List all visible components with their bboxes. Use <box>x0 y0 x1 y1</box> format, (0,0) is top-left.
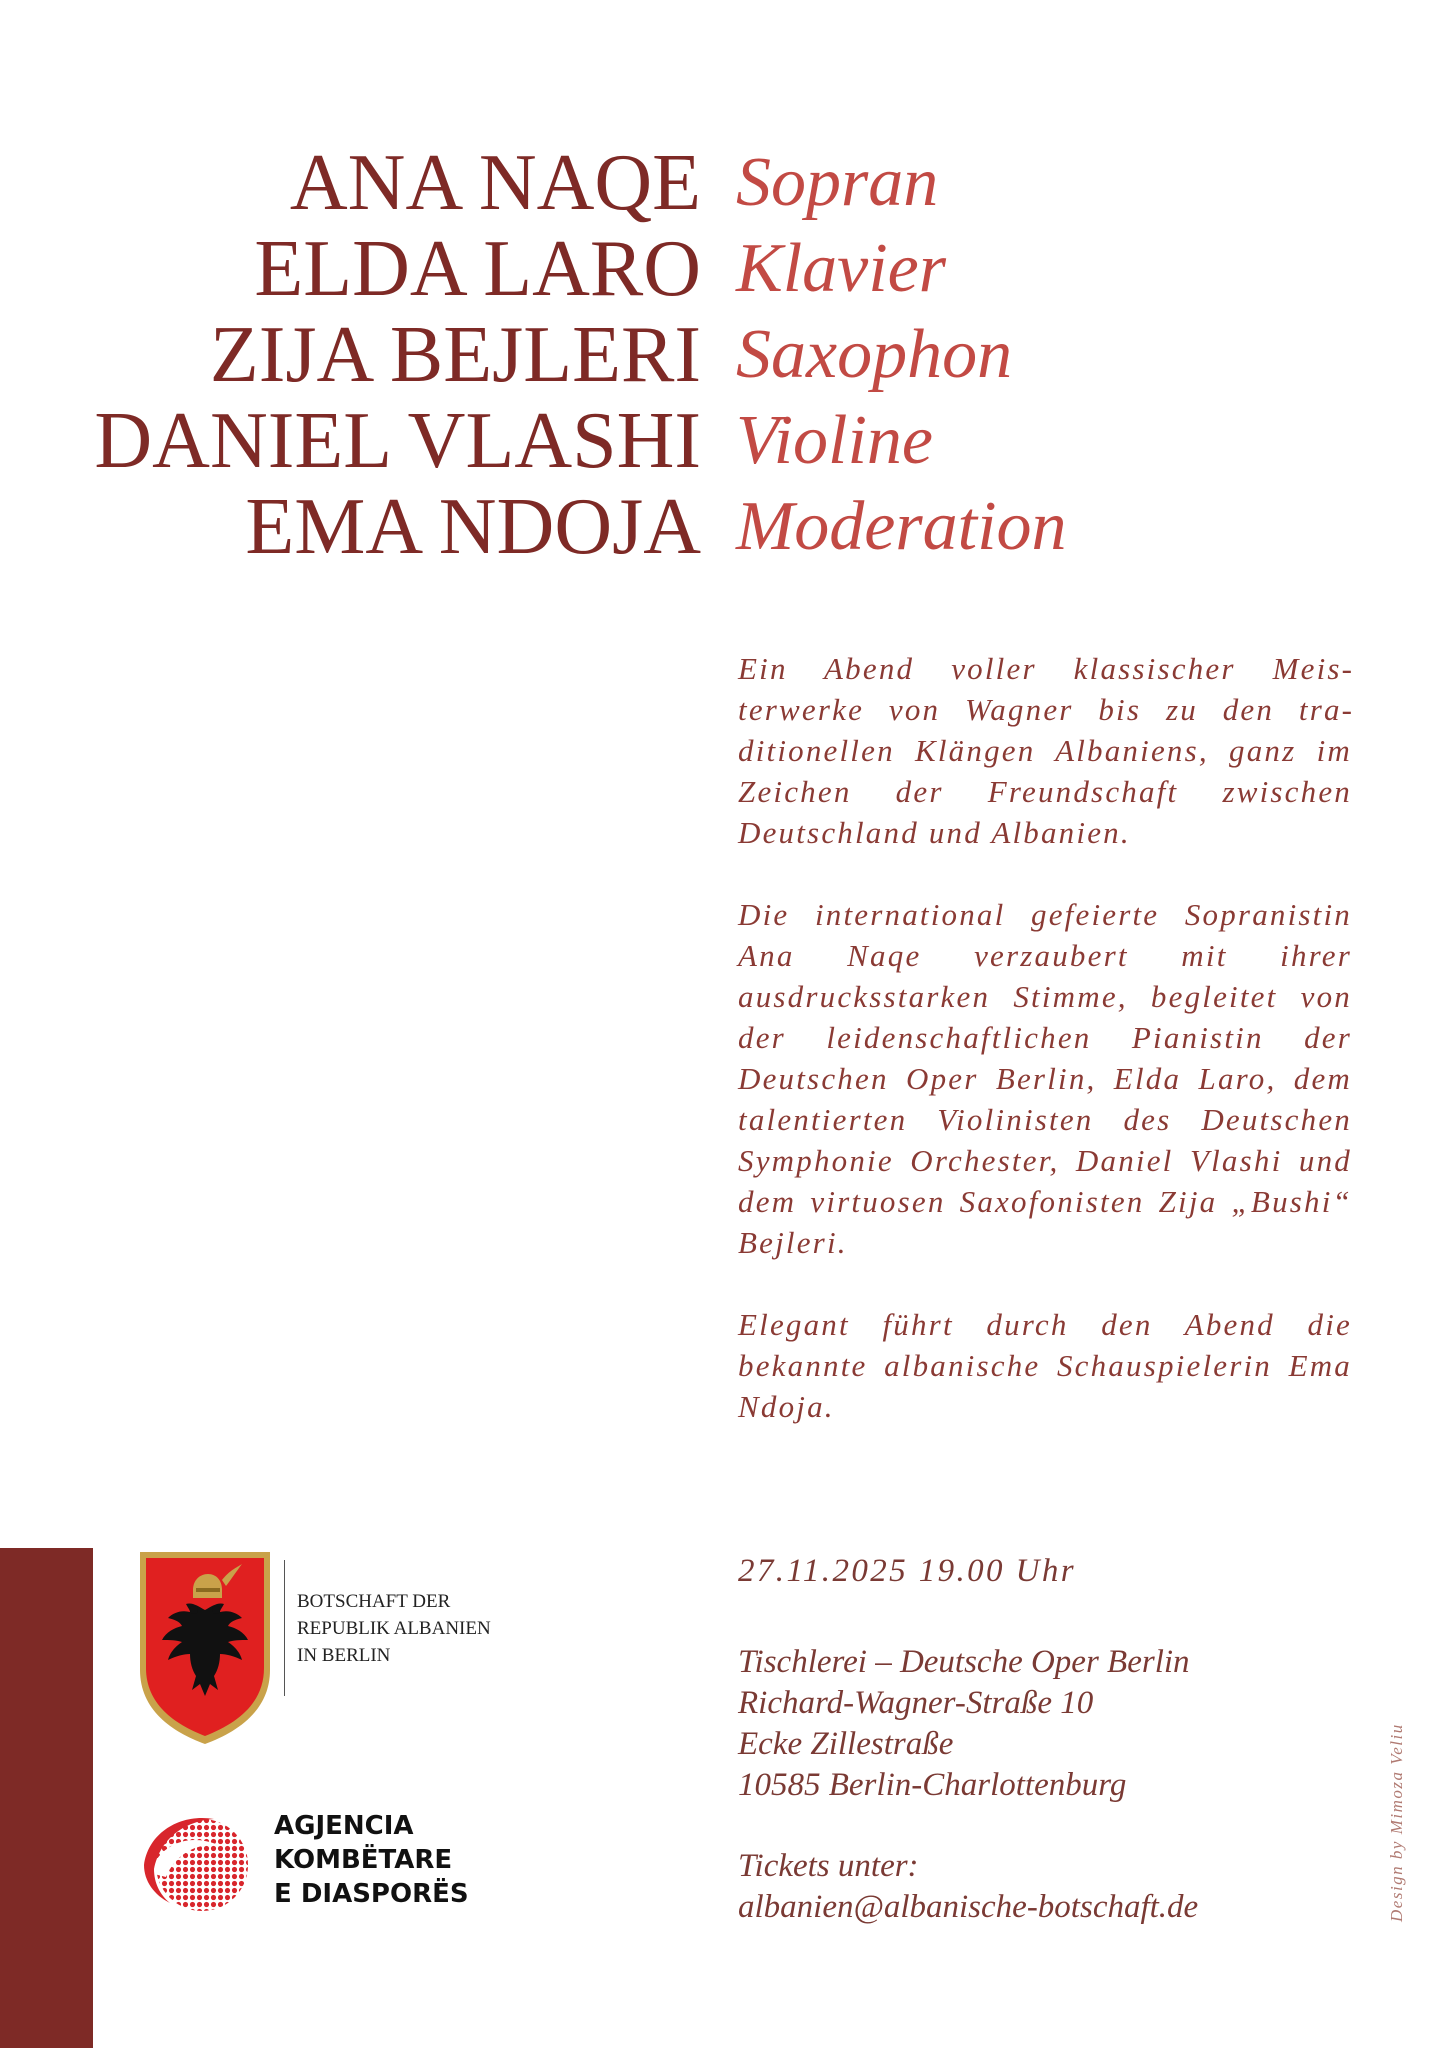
venue-line: 10585 Berlin-Charlottenburg <box>738 1767 1127 1803</box>
performer-row <box>0 140 1444 226</box>
embassy-name-line: BOTSCHAFT DER <box>297 1591 451 1612</box>
embassy-name-line: IN BERLIN <box>297 1645 391 1666</box>
tickets-email[interactable]: albanien@albanische-botschaft.de <box>738 1889 1199 1925</box>
performer-name: ANA NAQE <box>289 139 701 227</box>
embassy-name-line: REPUBLIK ALBANIEN <box>297 1618 491 1639</box>
agency-logo <box>140 1803 520 1923</box>
tickets-label: Tickets unter: <box>738 1848 919 1884</box>
performer-name: EMA NDOJA <box>245 483 701 571</box>
performer-role: Violine <box>736 402 933 479</box>
performer-row <box>0 312 1444 398</box>
performer-role: Klavier <box>736 230 946 307</box>
venue-line: Tischlerei – Deutsche Oper Berlin <box>738 1644 1190 1680</box>
performer-role: Sopran <box>736 144 939 221</box>
design-credit: Design by Mimoza Veliu <box>1387 1723 1406 1922</box>
performer-row <box>0 484 1444 570</box>
description-paragraph-artists: Die international gefeierte Sopranistin Ana Naqe verzaubert mit ihrer ausdrucksstarken Stimme, begleitet von der leidenschaftlichen Pianistin der Deutschen Oper Berlin, Elda Laro, dem talentierten Violinisten des Deutschen Symphonie Orchester, Daniel Vlashi und dem virtuosen Saxofonisten Zija „Bushi“ Bejleri. <box>738 897 1352 1260</box>
description-paragraph-moderation: Elegant führt durch den Abend die bekannte albanische Schauspielerin Ema Ndoja. <box>738 1307 1352 1424</box>
venue-line: Ecke Zillestraße <box>738 1726 954 1762</box>
agency-name-line: KOMBËTARE <box>274 1845 453 1875</box>
performer-name: ELDA LARO <box>254 225 701 313</box>
side-bar-decoration <box>0 1548 93 2048</box>
venue-line: Richard-Wagner-Straße 10 <box>738 1685 1094 1721</box>
diaspora-globe-icon <box>140 1803 252 1921</box>
performer-row <box>0 226 1444 312</box>
embassy-logo <box>138 1550 558 1746</box>
description-paragraph-intro: Ein Abend voller klassischer Meisterwerke von Wagner bis zu den traditionellen Klängen Albaniens, ganz im Zeichen der Freundschaft zwischen Deutschland und Albanien. <box>738 651 1352 850</box>
embassy-name <box>297 1588 491 1669</box>
tickets-info <box>738 1846 1198 1928</box>
performer-list <box>0 140 1444 570</box>
performer-name: DANIEL VLASHI <box>94 397 701 485</box>
logo-divider <box>284 1560 285 1696</box>
event-datetime: 27.11.2025 19.00 Uhr <box>738 1553 1076 1589</box>
albanian-coat-of-arms-icon <box>138 1550 272 1746</box>
performer-name: ZIJA BEJLERI <box>209 311 701 399</box>
agency-name <box>274 1809 469 1911</box>
event-venue <box>738 1642 1190 1806</box>
performer-role: Moderation <box>736 488 1067 565</box>
event-description <box>738 648 1352 1468</box>
agency-name-line: AGJENCIA <box>274 1811 414 1841</box>
performer-role: Saxophon <box>736 316 1013 393</box>
performer-row <box>0 398 1444 484</box>
agency-name-line: E DIASPORËS <box>274 1879 469 1909</box>
